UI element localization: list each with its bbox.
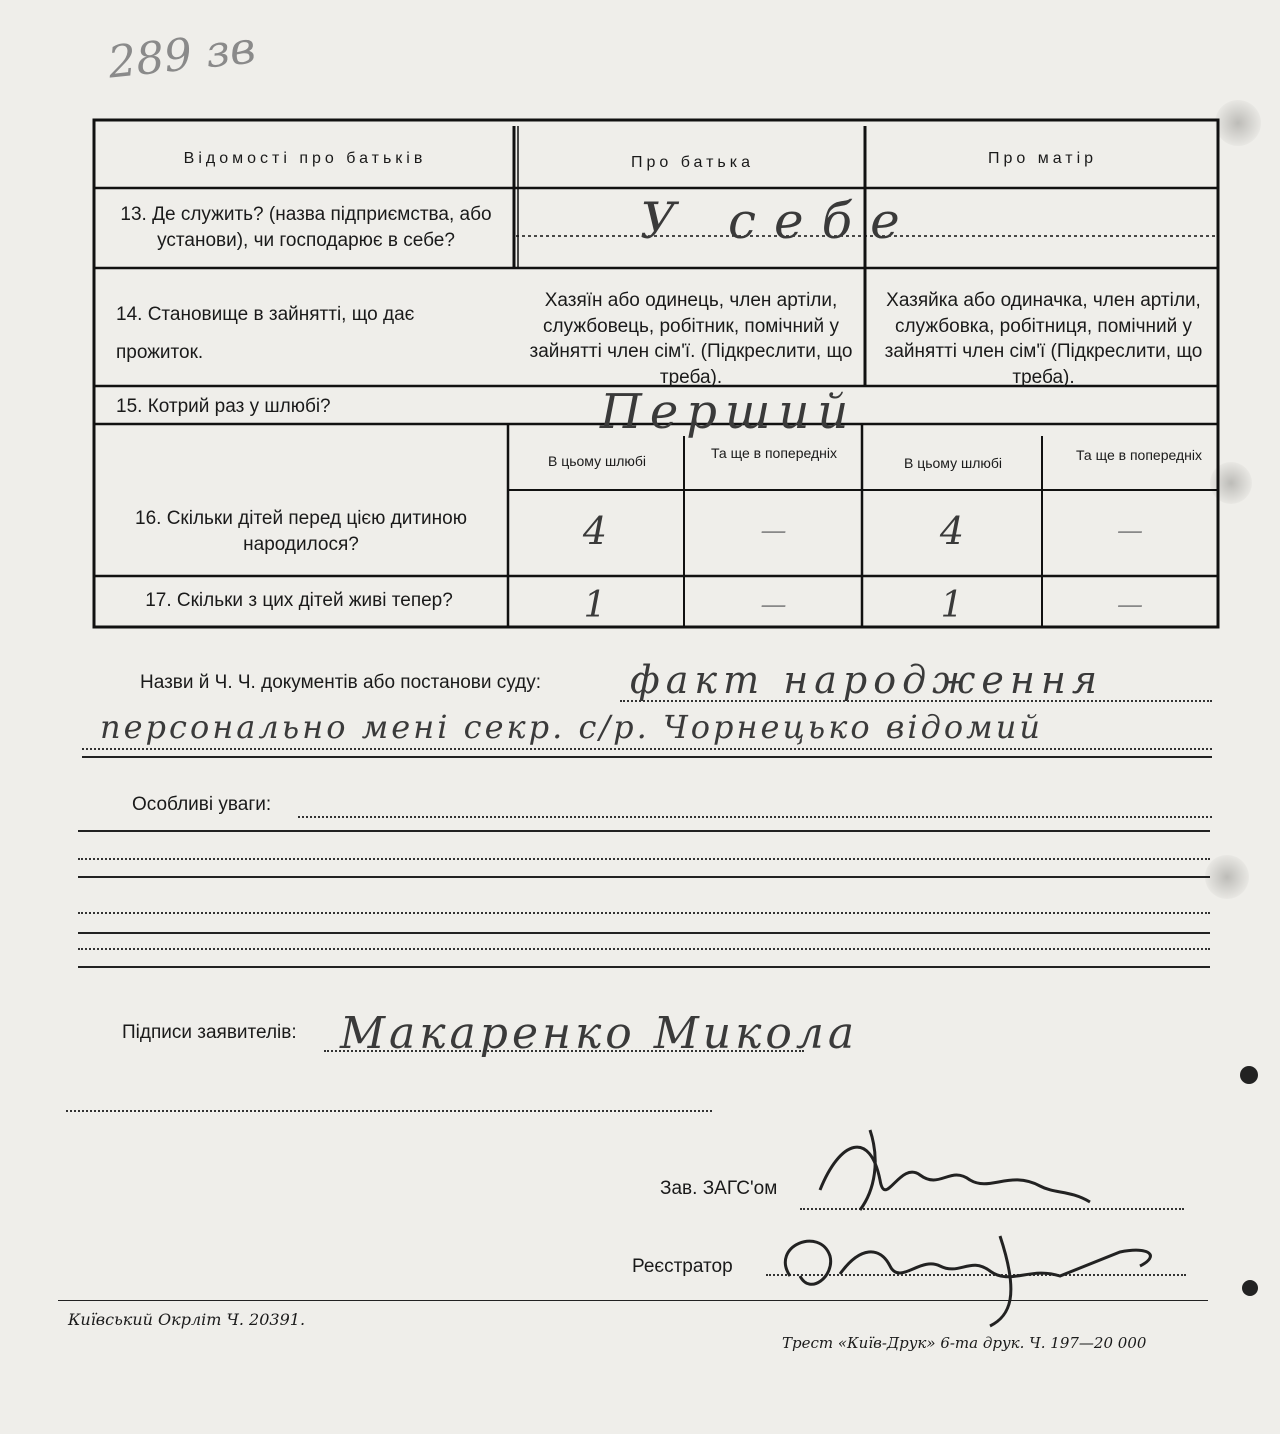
notes-rule-3 xyxy=(78,932,1210,934)
notes-line-3 xyxy=(78,912,1210,914)
question-16: 16. Скільки дітей перед цією дитиною народилося? xyxy=(135,508,467,555)
answer-13-handwritten: У себе xyxy=(640,192,918,250)
binder-hole xyxy=(1215,100,1261,146)
applicants-label: Підписи заявителів: xyxy=(122,1022,297,1043)
row17-mother-this-value: 1 xyxy=(940,585,964,626)
documents-line-2 xyxy=(82,748,1212,750)
question-14: 14. Становище в зайнятті, що дає прожиток. xyxy=(116,304,415,363)
notes-line-4 xyxy=(78,948,1210,950)
zags-head-label: Зав. ЗАГС'ом xyxy=(660,1178,778,1199)
subheader-father-previous: Та ще в попередніх xyxy=(711,445,837,461)
row16-father-prev-value: — xyxy=(760,516,787,546)
documents-rule xyxy=(82,756,1212,758)
father-occupation-options: Хазяїн або одинець, член артіли, службовець, робітник, помічний у зайнятті член сім'ї. (Підкреслити, що треба). xyxy=(529,290,853,388)
footer-printer-right: Трест «Київ-Друк» 6-та друк. Ч. 197—20 000 xyxy=(782,1334,1147,1352)
subheader-mother-this-marriage: В цьому шлюбі xyxy=(903,455,1003,471)
notes-rule-4 xyxy=(78,966,1210,968)
zags-signature-mark xyxy=(800,1120,1100,1220)
row17-mother-prev-value: — xyxy=(1117,590,1143,620)
question-15: 15. Котрий раз у шлюбі? xyxy=(116,396,331,417)
registrar-signature-mark xyxy=(760,1216,1180,1336)
notes-rule-1 xyxy=(78,830,1210,832)
row16-mother-this-value: 4 xyxy=(939,509,965,553)
notes-line-2 xyxy=(78,858,1210,860)
documents-label: Назви й Ч. Ч. документів або постанови суду: xyxy=(140,672,541,693)
applicants-line-1 xyxy=(324,1050,804,1052)
question-13: 13. Де служить? (назва підприємства, або установи), чи господарює в себе? xyxy=(120,204,492,251)
row16-mother-prev-value: — xyxy=(1117,516,1143,546)
binder-hole xyxy=(1242,1280,1258,1296)
header-mother: Про матір xyxy=(987,150,1098,167)
documents-line-1 xyxy=(620,700,1212,702)
applicants-line-2 xyxy=(66,1110,712,1112)
subheader-mother-previous: Та ще в попередніх xyxy=(1076,447,1202,463)
subheader-father-this-marriage: В цьому шлюбі xyxy=(547,453,647,469)
archive-mark: 289 зв xyxy=(105,22,258,89)
notes-line-1 xyxy=(298,816,1212,818)
row17-father-prev-value: — xyxy=(760,590,787,620)
notes-rule-2 xyxy=(78,876,1210,878)
parents-info-table xyxy=(80,118,1220,630)
documents-handwritten-line1: факт народження xyxy=(630,658,1104,702)
header-parents-info: Відомості про батьків xyxy=(183,150,427,167)
question-17: 17. Скільки з цих дітей живі тепер? xyxy=(145,590,453,611)
row16-father-this-value: 4 xyxy=(582,509,608,553)
footer-printer-left: Київський Окрліт Ч. 20391. xyxy=(68,1310,306,1329)
registrar-label: Реєстратор xyxy=(632,1256,733,1277)
applicants-signature: Макаренко Микола xyxy=(340,1008,859,1059)
footer-rule xyxy=(58,1300,1208,1301)
notes-label: Особливі уваги: xyxy=(132,794,272,815)
row17-father-this-value: 1 xyxy=(583,585,607,626)
mother-occupation-options: Хазяйка або одиначка, член артіли, службовка, робітниця, помічний у зайнятті член сім'ї (Підкреслити, що треба). xyxy=(884,290,1203,388)
binder-hole xyxy=(1205,855,1249,899)
documents-handwritten-line2: персонально мені секр. с/р. Чорнецько відомий xyxy=(100,708,1043,746)
binder-hole xyxy=(1240,1066,1258,1084)
answer-15-handwritten: Перший xyxy=(600,384,857,440)
header-father: Про батька xyxy=(631,154,754,171)
